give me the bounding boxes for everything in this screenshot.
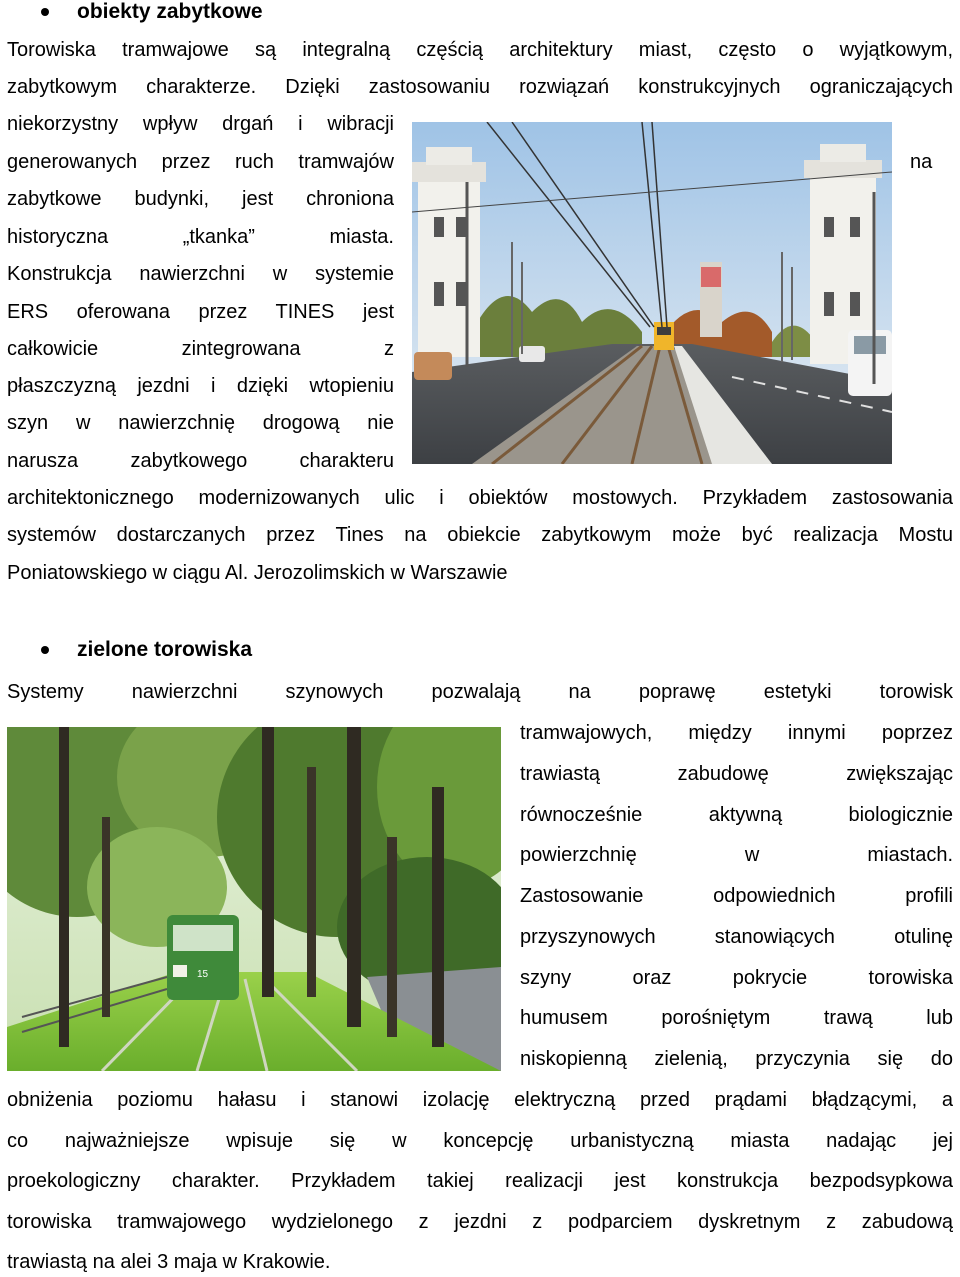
- paragraph-line: tramwajowych, między innymi poprzez: [520, 722, 953, 744]
- bullet-icon: [41, 8, 49, 16]
- paragraph-line: zabytkowym charakterze. Dzięki zastosowaniu rozwiązań konstrukcyjnych ograniczających: [7, 76, 953, 98]
- section-heading-zielone: zielone torowiska: [77, 638, 253, 661]
- paragraph-line: ERS oferowana przez TINES jest: [7, 301, 394, 323]
- paragraph-line: obniżenia poziomu hałasu i stanowi izolację elektryczną przed prądami błądzącymi, a: [7, 1089, 953, 1111]
- paragraph-line: Systemy nawierzchni szynowych pozwalają na poprawę estetyki torowisk: [7, 681, 953, 703]
- paragraph-line: przyszynowych stanowiących otulinę: [520, 926, 953, 948]
- paragraph-line: trawiastą na alei 3 maja w Krakowie.: [7, 1251, 331, 1273]
- paragraph-line: proekologiczny charakter. Przykładem takiej realizacji jest konstrukcja bezpodsypkowa: [7, 1170, 953, 1192]
- bridge-tram-photo: [412, 122, 892, 464]
- paragraph-line: powierzchnię w miastach.: [520, 844, 953, 866]
- paragraph-line: humusem porośniętym trawą lub: [520, 1007, 953, 1029]
- paragraph-line: niekorzystny wpływ drgań i wibracji: [7, 113, 394, 135]
- paragraph-line: trawiastą zabudowę zwiększając: [520, 763, 953, 785]
- paragraph-line: systemów dostarczanych przez Tines na obiekcie zabytkowym może być realizacja Mostu: [7, 524, 953, 546]
- paragraph-line: płaszczyzną jezdni i dzięki wtopieniu: [7, 375, 394, 397]
- paragraph-line: architektonicznego modernizowanych ulic i obiektów mostowych. Przykładem zastosowania: [7, 487, 953, 509]
- paragraph-line: Poniatowskiego w ciągu Al. Jerozolimskich w Warszawie: [7, 562, 508, 584]
- paragraph-line: szyny oraz pokrycie torowiska: [520, 967, 953, 989]
- paragraph-line: generowanych przez ruch tramwajów: [7, 151, 394, 173]
- paragraph-line: niskopienną zielenią, przyczynia się do: [520, 1048, 953, 1070]
- paragraph-line: narusza zabytkowego charakteru: [7, 450, 394, 472]
- paragraph-line: co najważniejsze wpisuje się w koncepcję urbanistyczną miasta nadając jej: [7, 1130, 953, 1152]
- paragraph-line: historyczna „tkanka” miasta.: [7, 226, 394, 248]
- section-heading-zabytkowe: obiekty zabytkowe: [77, 0, 263, 23]
- paragraph-line: na: [910, 151, 933, 173]
- bullet-icon: [41, 646, 49, 654]
- paragraph-line: równocześnie aktywną biologicznie: [520, 804, 953, 826]
- paragraph-line: zabytkowe budynki, jest chroniona: [7, 188, 394, 210]
- green-track-photo: [7, 727, 501, 1071]
- paragraph-line: torowiska tramwajowego wydzielonego z jezdni z podparciem dyskretnym z zabudową: [7, 1211, 953, 1233]
- paragraph-line: szyn w nawierzchnię drogową nie: [7, 412, 394, 434]
- paragraph-line: Zastosowanie odpowiednich profili: [520, 885, 953, 907]
- paragraph-line: Konstrukcja nawierzchni w systemie: [7, 263, 394, 285]
- paragraph-line: Torowiska tramwajowe są integralną częścią architektury miast, często o wyjątkowym,: [7, 39, 953, 61]
- paragraph-line: całkowicie zintegrowana z: [7, 338, 394, 360]
- tram-number: 15: [197, 969, 209, 980]
